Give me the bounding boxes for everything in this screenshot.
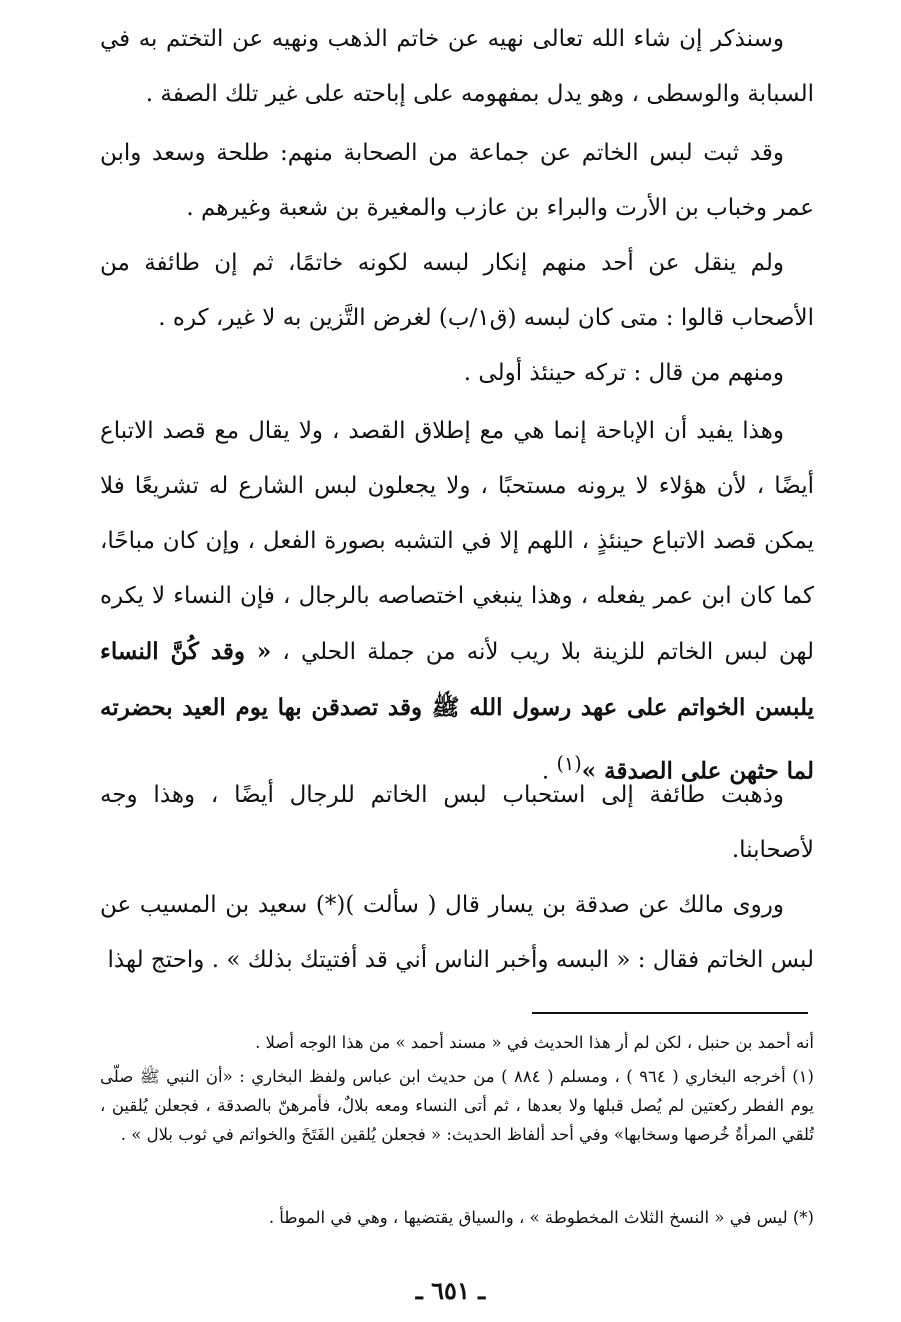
footnote-1: (١) أخرجه البخاري ( ٩٦٤ ) ، ومسلم ( ٨٨٤ ) من حديث ابن عباس ولفظ البخاري : «أن النبي ﷺ صلّى يوم الفطر ركعتين لم يُصل قبلها ولا بعدها ، ثم أتى النساء ومعه بلالٌ، فأمرهنّ بالصدقة ، فجعلن يُلقين ، تُلقي المرأةُ خُرصها وسخابها» وفي أحد ألفاظ الحديث: « فجعلن يُلقين الفَتَخَ والخواتم في ثوب بلال » . bbox=[100, 1067, 814, 1144]
paragraph-text: وسنذكر إن شاء الله تعالى نهيه عن خاتم الذهب ونهيه عن التختم به في السبابة والوسطى ، وهو يدل بمفهومه على إباحته على غير تلك الصفة . bbox=[100, 26, 814, 107]
paragraph-companions-wearing-ring bbox=[100, 126, 814, 236]
paragraph-text: وذهبت طائفة إلى استحباب لبس الخاتم للرجال أيضًا ، وهذا وجه لأصحابنا. bbox=[100, 782, 814, 863]
paragraph-text: ومنهم من قال : تركه حينئذ أولى . bbox=[463, 360, 784, 386]
hadith-quote: « وقد كُنَّ النساء يلبسن الخواتم على عهد رسول الله ﷺ وقد تصدقن بها يوم العيد بحضرته لما حثهن على الصدقة » bbox=[100, 638, 814, 785]
footnote-asterisk: (*) ليس في « النسخ الثلاث المخطوطة » ، والسياق يقتضيها ، وهي في الموطأ . bbox=[268, 1208, 814, 1227]
paragraph-end: . bbox=[541, 758, 557, 785]
paragraph-gold-ring-prohibition bbox=[100, 12, 814, 122]
footnote-reference: (١) bbox=[556, 752, 582, 775]
paragraph-text: ولم ينقل عن أحد منهم إنكار لبسه لكونه خاتمًا، ثم إن طائفة من الأصحاب قالوا : متى كان لبسه (ق١/ب) لغرض التَّزين به لا غير، كره . bbox=[100, 250, 814, 331]
page-number: ـ ٦٥١ ـ bbox=[415, 1276, 486, 1305]
paragraph-text: وروى مالك عن صدقة بن يسار قال ( سألت )(*) سعيد بن المسيب عن لبس الخاتم فقال : « البسه وأخبر الناس أني قد أفتيتك بذلك » . واحتج لهذا bbox=[100, 892, 814, 973]
paragraph-recommended-for-men bbox=[100, 768, 814, 878]
paragraph-permissibility bbox=[100, 404, 814, 800]
paragraph-text: وهذا يفيد أن الإباحة إنما هي مع إطلاق القصد ، ولا يقال مع قصد الاتباع أيضًا ، لأن هؤلاء لا يرونه مستحبًا ، ولا يجعلون لبس الشارع له تشريعًا فلا يمكن قصد الاتباع حينئذٍ ، اللهم إلا في التشبه بصورة الفعل ، وإن كان مباحًا، كما كان ابن عمر يفعله ، وهذا ينبغي اختصاصه بالرجال ، فإن النساء لا يكره لهن لبس الخاتم للزينة بلا ريب لأنه من جملة الحلي ، bbox=[100, 418, 815, 665]
paragraph-leaving-preferable bbox=[100, 346, 814, 401]
footnote-continuation: أنه أحمد بن حنبل ، لكن لم أر هذا الحديث في « مسند أحمد » من هذا الوجه أصلا . bbox=[255, 1033, 814, 1052]
footnote-separator bbox=[532, 1012, 808, 1014]
paragraph-no-objection bbox=[100, 236, 814, 346]
paragraph-malik-narration bbox=[100, 878, 814, 988]
paragraph-text: وقد ثبت لبس الخاتم عن جماعة من الصحابة منهم: طلحة وسعد وابن عمر وخباب بن الأرت والبراء بن عازب والمغيرة بن شعبة وغيرهم . bbox=[100, 140, 814, 221]
